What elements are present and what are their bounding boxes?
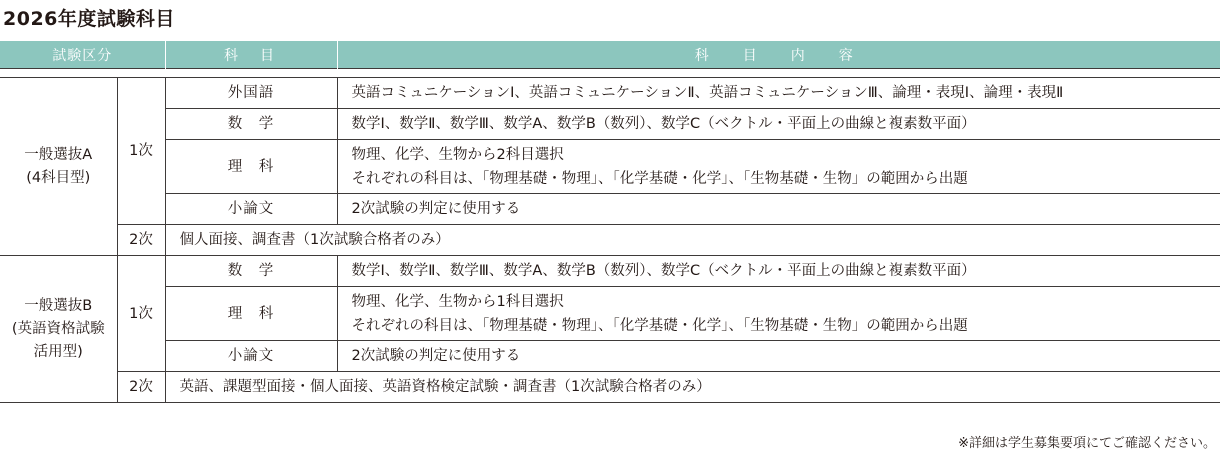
group-a-name-line2: (4科目型) — [26, 169, 91, 186]
table-row — [0, 341, 1220, 372]
table-row — [0, 109, 1220, 140]
group-b-name-line2: (英語資格試験 — [11, 320, 105, 337]
header-subject: 科 目 — [165, 41, 337, 69]
content-line: それぞれの科目は、「物理基礎・物理」、「化学基礎・化学」、「生物基礎・生物」の範囲から出題 — [351, 317, 968, 334]
content-line: 物理、化学、生物から1科目選択 — [351, 293, 564, 310]
round-label: 2次 — [129, 379, 153, 395]
subject-cell: 数 学 — [165, 256, 337, 287]
table-row — [0, 372, 1220, 403]
second-round-content: 個人面接、調査書（1次試験合格者のみ） — [165, 225, 1220, 256]
table-row — [0, 140, 1220, 194]
content-line: 物理、化学、生物から2科目選択 — [351, 146, 564, 163]
subject-cell: 数 学 — [165, 109, 337, 140]
subject-cell: 小論文 — [165, 194, 337, 225]
content-cell — [337, 287, 1220, 341]
second-round-content: 英語、課題型面接・個人面接、英語資格検定試験・調査書（1次試験合格者のみ） — [165, 372, 1220, 403]
round-label: 1次 — [129, 305, 153, 322]
table-row — [0, 194, 1220, 225]
group-b-name-line1: 一般選抜B — [24, 297, 93, 314]
content-cell: 2次試験の判定に使用する — [337, 194, 1220, 225]
subject-cell: 外国語 — [165, 78, 337, 109]
content-cell: 数学Ⅰ、数学Ⅱ、数学Ⅲ、数学A、数学B（数列）、数学C（ベクトル・平面上の曲線と複素数平面） — [337, 109, 1220, 140]
content-cell: 数学Ⅰ、数学Ⅱ、数学Ⅲ、数学A、数学B（数列）、数学C（ベクトル・平面上の曲線と複素数平面） — [337, 256, 1220, 287]
content-cell — [337, 140, 1220, 194]
subject-cell: 小論文 — [165, 341, 337, 372]
group-a-round-2 — [117, 225, 165, 256]
page-title: 2026年度試験科目 — [3, 8, 175, 30]
content-cell: 英語コミュニケーションⅠ、英語コミュニケーションⅡ、英語コミュニケーションⅢ、論理・表現Ⅰ、論理・表現Ⅱ — [337, 78, 1220, 109]
header-category: 試験区分 — [0, 41, 165, 69]
table-header-row — [0, 41, 1220, 69]
group-b-name-line3: 活用型) — [33, 343, 83, 360]
table-row — [0, 256, 1220, 287]
subject-cell: 理 科 — [165, 287, 337, 341]
group-b-round-1 — [117, 256, 165, 372]
header-gap — [0, 69, 1220, 78]
table-row — [0, 78, 1220, 109]
content-cell: 2次試験の判定に使用する — [337, 341, 1220, 372]
group-b-round-2 — [117, 372, 165, 403]
group-a-name-line1: 一般選抜A — [24, 146, 93, 163]
exam-subjects-table — [0, 41, 1220, 403]
group-a-name — [0, 78, 117, 256]
group-a-round-1 — [117, 78, 165, 225]
header-content: 科 目 内 容 — [337, 41, 1220, 69]
content-line: それぞれの科目は、「物理基礎・物理」、「化学基礎・化学」、「生物基礎・生物」の範囲から出題 — [351, 170, 968, 187]
round-label: 2次 — [129, 232, 153, 248]
table-row — [0, 287, 1220, 341]
table-row — [0, 225, 1220, 256]
round-label: 1次 — [129, 143, 153, 159]
footnote: ※詳細は学生募集要項にてご確認ください。 — [958, 436, 1216, 451]
subject-cell: 理 科 — [165, 140, 337, 194]
group-b-name — [0, 256, 117, 403]
